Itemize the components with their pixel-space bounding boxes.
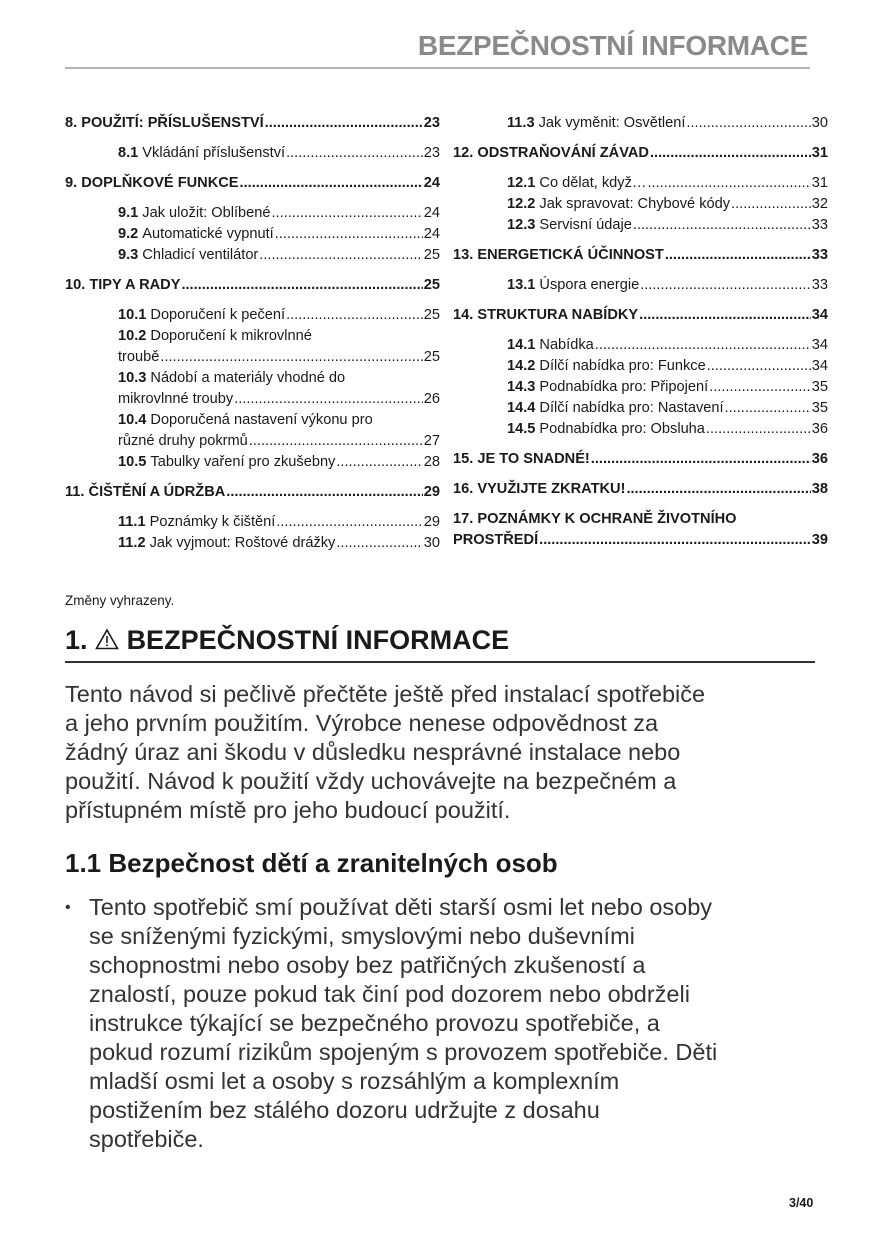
text-line: přístupném místě pro jeho budoucí použití. <box>65 797 511 823</box>
dot-leader <box>725 398 811 419</box>
header-divider <box>65 67 810 69</box>
text-line: instrukce týkající se bezpečného provozu spotřebiče, a <box>89 1010 660 1036</box>
toc-entry-label: 10. TIPY A RADY <box>65 277 181 293</box>
text-line: mladší osmi let a osoby s rozsáhlým a komplexním <box>89 1068 620 1094</box>
toc-entry-label: Tabulky vaření pro zkušebny <box>150 454 336 470</box>
text-line: použití. Návod k použití vždy uchovávejte na bezpečném a <box>65 768 677 794</box>
toc-entry-number: 9.3 <box>118 247 139 263</box>
toc-page-number: 38 <box>811 481 828 497</box>
toc-entry[interactable] <box>118 368 440 389</box>
toc-entry[interactable] <box>453 449 828 470</box>
toc-page-number: 27 <box>423 433 440 449</box>
toc-entry-number: 14.2 <box>507 358 536 374</box>
bullet-item <box>65 893 717 1154</box>
dot-leader <box>731 194 811 215</box>
bullet-icon: • <box>65 899 71 916</box>
toc-entry[interactable] <box>118 245 440 266</box>
toc-entry-number: 14.4 <box>507 400 536 416</box>
toc-page-number: 33 <box>811 277 828 293</box>
toc-entry-label: Co dělat, když… <box>539 175 647 191</box>
toc-entry-number: 9.1 <box>118 205 139 221</box>
toc-entry-number: 9.2 <box>118 226 139 242</box>
dot-leader <box>686 113 810 134</box>
dot-leader <box>539 530 811 551</box>
toc-entry-continued <box>118 389 440 410</box>
dot-leader <box>650 143 811 164</box>
toc-entry-label: Doporučení k pečení <box>150 307 286 323</box>
text-line: žádný úraz ani škodu v důsledku nesprávné instalace nebo <box>65 739 681 765</box>
toc-entry-label: 16. VYUŽIJTE ZKRATKU! <box>453 481 626 497</box>
toc-entry-number: 8.1 <box>118 145 139 161</box>
toc-page-number: 29 <box>423 514 440 530</box>
toc-page-number: 25 <box>423 247 440 263</box>
toc-entry-label: 17. POZNÁMKY K OCHRANĚ ŽIVOTNÍHO <box>453 511 737 527</box>
text-line: Tento spotřebič smí používat děti starší osmi let nebo osoby <box>89 894 713 920</box>
toc-entry-number: 10.5 <box>118 454 147 470</box>
toc-page-number: 34 <box>811 358 828 374</box>
toc-entry[interactable] <box>118 203 440 224</box>
toc-entry-label: Jak spravovat: Chybové kódy <box>539 196 731 212</box>
toc-page-number: 24 <box>423 226 440 242</box>
toc-entry-number: 12.2 <box>507 196 536 212</box>
toc-entry-label: Automatické vypnutí <box>142 226 274 242</box>
toc-entry[interactable] <box>65 275 440 296</box>
text-line: se sníženými fyzickými, smyslovými nebo duševními <box>89 923 635 949</box>
dot-leader <box>707 356 811 377</box>
dot-leader <box>639 305 811 326</box>
toc-entry-label: Doporučení k mikrovlnné <box>150 328 312 344</box>
dot-leader <box>706 419 811 440</box>
toc-entry-number: 10.2 <box>118 328 147 344</box>
toc-entry-number: 11.2 <box>118 535 146 551</box>
toc-entry[interactable] <box>507 419 828 440</box>
toc-entry-label: 9. DOPLŇKOVÉ FUNKCE <box>65 175 239 191</box>
toc-entry-label: 8. POUŽITÍ: PŘÍSLUŠENSTVÍ <box>65 115 264 131</box>
toc-entry-label: Servisní údaje <box>539 217 632 233</box>
toc-page-number: 36 <box>811 421 828 437</box>
toc-entry-number: 10.1 <box>118 307 147 323</box>
toc-entry-label: Podnabídka pro: Připojení <box>539 379 709 395</box>
dot-leader <box>240 173 423 194</box>
text-line: Tento návod si pečlivě přečtěte ještě před instalací spotřebiče <box>65 681 706 707</box>
toc-page-number: 35 <box>811 379 828 395</box>
toc-entry[interactable] <box>65 482 440 503</box>
toc-entry-number: 12.3 <box>507 217 536 233</box>
toc-entry-number: 11.3 <box>507 115 535 131</box>
bullet-text <box>89 893 717 1154</box>
toc-entry[interactable] <box>118 533 440 554</box>
toc-entry-continued <box>453 530 828 551</box>
toc-entry[interactable] <box>118 143 440 164</box>
dot-leader <box>633 215 811 236</box>
toc-page-number: 25 <box>423 349 440 365</box>
intro-paragraph <box>65 680 705 825</box>
toc-page-number: 33 <box>811 247 828 263</box>
toc-entry[interactable] <box>118 305 440 326</box>
text-line: schopnostmi nebo osoby bez patřičných zkušeností a <box>89 952 646 978</box>
toc-entry-number: 14.1 <box>507 337 536 353</box>
warning-icon <box>95 625 119 655</box>
toc-entry-label: Jak vyjmout: Roštové drážky <box>149 535 336 551</box>
dot-leader <box>226 482 422 503</box>
toc-page-number: 24 <box>423 175 440 191</box>
toc-page-number: 39 <box>811 532 828 548</box>
running-header-title: BEZPEČNOSTNÍ INFORMACE <box>417 30 808 61</box>
dot-leader <box>336 452 422 473</box>
toc-page-number: 30 <box>423 535 440 551</box>
toc-entry[interactable] <box>453 509 828 530</box>
dot-leader <box>181 275 422 296</box>
dot-leader <box>591 449 811 470</box>
toc-page-number: 29 <box>423 484 440 500</box>
toc-entry-label-cont: troubě <box>118 349 160 365</box>
toc-entry-label: Podnabídka pro: Obsluha <box>539 421 705 437</box>
dot-leader <box>709 377 811 398</box>
dot-leader <box>271 203 422 224</box>
dot-leader <box>647 173 810 194</box>
toc-entry[interactable] <box>507 398 828 419</box>
dot-leader <box>275 224 423 245</box>
toc-entry-number: 11.1 <box>118 514 146 530</box>
text-line: pokud rozumí rizikům spojeným s provozem spotřebiče. Děti <box>89 1039 718 1065</box>
toc-entry-continued <box>118 347 440 368</box>
toc-entry[interactable] <box>507 194 828 215</box>
toc-page-number: 36 <box>811 451 828 467</box>
toc-entry-number: 14.5 <box>507 421 536 437</box>
toc-entry-label: 13. ENERGETICKÁ ÚČINNOST <box>453 247 664 263</box>
toc-entry[interactable] <box>453 479 828 500</box>
toc-page-number: 25 <box>423 307 440 323</box>
toc-entry[interactable] <box>453 305 828 326</box>
toc-entry-continued <box>118 431 440 452</box>
toc-entry-label: Úspora energie <box>539 277 640 293</box>
toc-entry[interactable] <box>453 143 828 164</box>
toc-entry-label: Vkládání příslušenství <box>142 145 286 161</box>
toc-entry[interactable] <box>65 113 440 134</box>
toc-entry[interactable] <box>507 215 828 236</box>
page-number: 3/40 <box>789 1196 814 1210</box>
toc-entry-label: Nádobí a materiály vhodné do <box>150 370 346 386</box>
toc-page-number: 25 <box>423 277 440 293</box>
text-line: spotřebiče. <box>89 1126 204 1152</box>
text-line: postižením bez stálého dozoru udržujte z dosahu <box>89 1097 600 1123</box>
toc-entry-label: 14. STRUKTURA NABÍDKY <box>453 307 639 323</box>
toc-entry[interactable] <box>118 452 440 473</box>
toc-entry-label: Jak uložit: Oblíbené <box>142 205 271 221</box>
toc-entry-number: 12.1 <box>507 175 536 191</box>
toc-entry-label: Doporučená nastavení výkonu pro <box>150 412 373 428</box>
toc-page-number: 31 <box>811 145 828 161</box>
subsection-heading: 1.1 Bezpečnost dětí a zranitelných osob <box>65 848 558 878</box>
toc-page-number: 34 <box>811 307 828 323</box>
toc-entry[interactable] <box>507 173 828 194</box>
toc-entry[interactable] <box>507 113 828 134</box>
toc-entry-label: 15. JE TO SNADNÉ! <box>453 451 590 467</box>
toc-page-number: 23 <box>423 115 440 131</box>
toc-entry[interactable] <box>507 335 828 356</box>
toc-page-number: 32 <box>811 196 828 212</box>
toc-page-number: 23 <box>423 145 440 161</box>
section-heading <box>65 625 509 656</box>
toc-page-number: 24 <box>423 205 440 221</box>
section-number: 1. <box>65 625 88 655</box>
toc-entry[interactable] <box>65 173 440 194</box>
toc-entry-number: 13.1 <box>507 277 536 293</box>
toc-entry-number: 10.3 <box>118 370 147 386</box>
dot-leader <box>249 431 423 452</box>
toc-entry[interactable] <box>453 245 828 266</box>
toc-page-number: 31 <box>811 175 828 191</box>
dot-leader <box>640 275 811 296</box>
toc-page-number: 26 <box>423 391 440 407</box>
dot-leader <box>265 113 423 134</box>
toc-page-number: 34 <box>811 337 828 353</box>
toc-entry-label-cont: mikrovlnné trouby <box>118 391 234 407</box>
toc-entry[interactable] <box>118 326 440 347</box>
toc-entry[interactable] <box>507 356 828 377</box>
toc-entry-label-cont: různé druhy pokrmů <box>118 433 248 449</box>
toc-page-number: 30 <box>811 115 828 131</box>
section-divider <box>65 661 815 663</box>
section-title: BEZPEČNOSTNÍ INFORMACE <box>126 625 510 655</box>
toc-entry[interactable] <box>507 275 828 296</box>
dot-leader <box>595 335 811 356</box>
toc-entry[interactable] <box>507 377 828 398</box>
dot-leader <box>336 533 422 554</box>
disclaimer-note: Změny vyhrazeny. <box>65 593 175 608</box>
toc-entry[interactable] <box>118 512 440 533</box>
toc-entry-label: Chladicí ventilátor <box>142 247 259 263</box>
toc-entry[interactable] <box>118 410 440 431</box>
dot-leader <box>286 305 423 326</box>
text-line: a jeho prvním použitím. Výrobce nenese odpovědnost za <box>65 710 659 736</box>
dot-leader <box>259 245 422 266</box>
toc-page-number: 28 <box>423 454 440 470</box>
toc-entry-label-cont: PROSTŘEDÍ <box>453 532 539 548</box>
toc-entry-label: Dílčí nabídka pro: Funkce <box>539 358 706 374</box>
dot-leader <box>160 347 422 368</box>
dot-leader <box>276 512 422 533</box>
toc-entry-label: Dílčí nabídka pro: Nastavení <box>539 400 724 416</box>
toc-entry-label: Poznámky k čištění <box>149 514 276 530</box>
toc-page-number: 33 <box>811 217 828 233</box>
toc-entry-number: 10.4 <box>118 412 147 428</box>
toc-entry-label: Nabídka <box>539 337 594 353</box>
dot-leader <box>626 479 810 500</box>
toc-entry-label: Jak vyměnit: Osvětlení <box>538 115 686 131</box>
toc-entry-label: 11. ČIŠTĚNÍ A ÚDRŽBA <box>65 484 226 500</box>
dot-leader <box>234 389 423 410</box>
toc-entry[interactable] <box>118 224 440 245</box>
toc-page-number: 35 <box>811 400 828 416</box>
dot-leader <box>665 245 811 266</box>
text-line: znalostí, pouze pokud tak činí pod dozorem nebo obdrželi <box>89 981 690 1007</box>
toc-entry-label: 12. ODSTRAŇOVÁNÍ ZÁVAD <box>453 145 649 161</box>
dot-leader <box>286 143 423 164</box>
toc-entry-number: 14.3 <box>507 379 536 395</box>
